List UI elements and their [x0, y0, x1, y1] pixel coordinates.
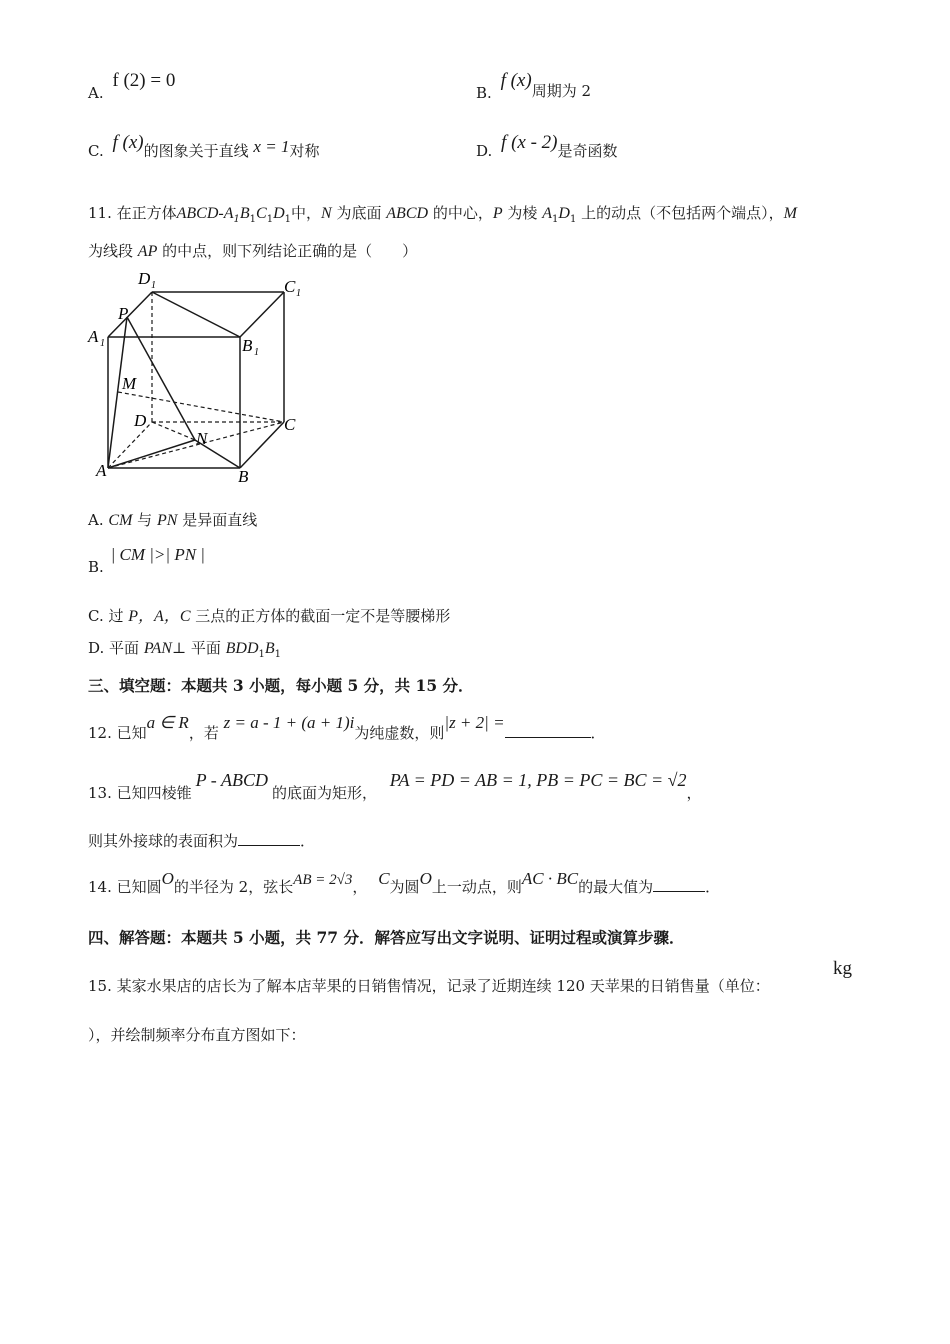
svg-text:1: 1	[100, 338, 105, 349]
q12: 12. 已知a ∈ R，若 z = a - 1 + (a + 1)i为纯虚数，则|z + 2| =．	[88, 713, 606, 742]
q14-answer-blank[interactable]	[653, 877, 705, 892]
q14: 14. 已知圆O的半径为 2，弦长AB = 2√3， C为圆O上一动点，则AC · BC的最大值为 ．	[88, 869, 721, 896]
label-a: A	[96, 461, 107, 480]
q15-line2: ），并绘制频率分布直方图如下：	[88, 1026, 306, 1044]
q10-option-a: A. f (2) = 0	[88, 70, 176, 102]
q13-line1: 13. 已知四棱锥P - ABCD的底面为矩形， PA = PD = AB = 1, PB = PC = BC = √2，	[88, 770, 702, 802]
section3-title: 三、填空题：本题共 3 小题，每小题 5 分，共 15 分．	[88, 676, 474, 695]
label-b1: B	[242, 336, 253, 355]
q15-line1: 15. 某家水果店的店长为了解本店苹果的日销售情况，记录了近期连续 120 天苹果的日销售量（单位：	[88, 977, 770, 995]
q10-c-math2: x = 1	[253, 137, 290, 156]
label-p: P	[118, 304, 129, 323]
svg-text:1: 1	[296, 288, 301, 299]
q15-unit: kg	[833, 958, 852, 979]
q11-option-a: A. CM 与 PN 是异面直线	[88, 511, 258, 529]
q10-d-math: f (x - 2)	[501, 132, 558, 153]
label-a1: A	[88, 327, 99, 346]
label-n: N	[196, 429, 208, 448]
svg-text:1: 1	[254, 347, 259, 358]
label-b: B	[238, 467, 249, 486]
q10-option-c: C. f (x)的图象关于直线 x = 1对称	[88, 132, 320, 160]
label-c1: C	[284, 277, 296, 296]
q10-option-d: D. f (x - 2)是奇函数	[476, 132, 618, 160]
q11-option-c: C. 过 P，A，C 三点的正方体的截面一定不是等腰梯形	[88, 607, 451, 625]
q10-b-math: f (x)	[500, 70, 532, 91]
q10-a-math: f (2) = 0	[112, 70, 176, 91]
cube-figure	[80, 262, 310, 492]
q13-line2: 则其外接球的表面积为 ．	[88, 832, 316, 850]
q10-option-b: B. f (x)周期为 2	[476, 70, 592, 102]
svg-text:1: 1	[151, 280, 156, 291]
label-c: C	[284, 415, 296, 434]
q10-c-math: f (x)	[112, 132, 144, 153]
q11-b-math: | CM |>| PN |	[110, 545, 205, 564]
q11-stem-line2: 为线段 AP 的中点，则下列结论正确的是（ ）	[88, 242, 418, 260]
q13-answer-blank[interactable]	[238, 831, 300, 846]
q11-option-d: D. 平面 PAN⊥ 平面 $BDD_1B_1$	[88, 639, 282, 660]
label-d1: D	[138, 269, 151, 288]
q11-option-b: B. | CM |>| PN |	[88, 545, 205, 576]
q12-answer-blank[interactable]	[505, 723, 591, 738]
q11-stem-line1: 11. 在正方体ABCD-$A_1B_1C_1D_1$中，N 为底面 ABCD 的中心，P 为棱 $A_1D_1$ 上的动点（不包括两个端点），M	[88, 204, 797, 225]
section4-title: 四、解答题：本题共 5 小题，共 77 分．解答应写出文字说明、证明过程或演算步骤．	[88, 928, 685, 947]
label-m: M	[122, 374, 137, 393]
label-d: D	[134, 411, 147, 430]
